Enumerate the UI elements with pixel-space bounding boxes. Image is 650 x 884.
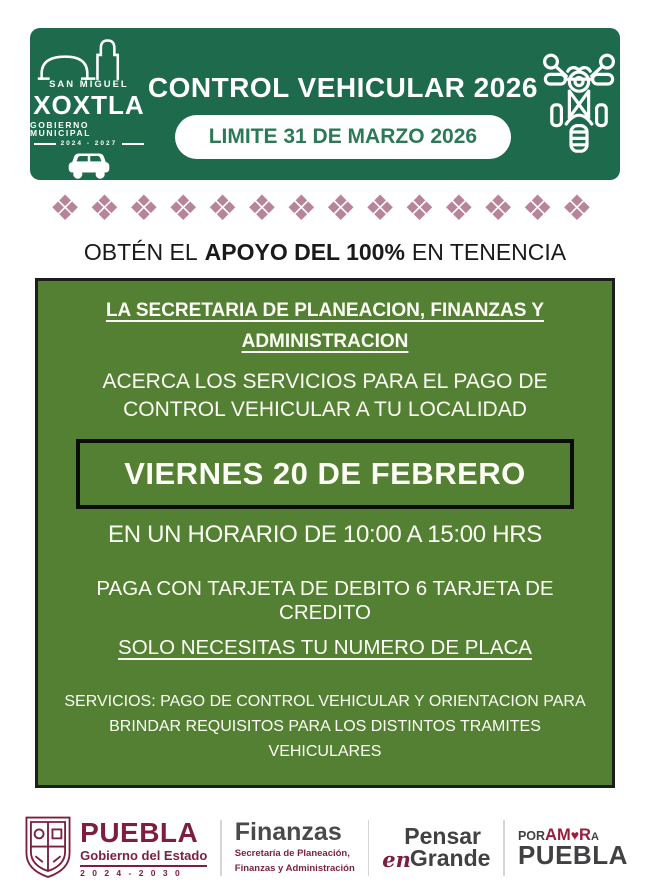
motorcycle-icon — [539, 48, 619, 160]
plate-requirement-text: SOLO NECESITAS TU NUMERO DE PLACA — [118, 636, 532, 660]
limit-pill: LIMITE 31 DE MARZO 2026 — [175, 115, 511, 159]
pensar-logo-grande: Grande — [409, 844, 491, 871]
pensar-logo-line2 — [382, 844, 491, 872]
puebla-state-logo — [22, 812, 207, 884]
puebla-logo-text — [80, 816, 208, 878]
amor-logo-r: R — [579, 825, 591, 844]
pensar-logo-en: en — [382, 846, 411, 872]
finanzas-logo-sub2: Finanzas y Administración — [234, 863, 355, 875]
car-icon — [46, 151, 132, 180]
amor-logo-am: AM — [545, 825, 571, 844]
tenencia-prefix: OBTÉN EL — [83, 239, 198, 265]
emblem-name: XOXTLA — [33, 89, 145, 120]
event-date-box: VIERNES 20 DE FEBRERO — [76, 439, 574, 509]
por-amor-a-puebla-logo — [517, 825, 628, 871]
payment-text: PAGA CON TARJETA DE DEBITO 6 TARJETA DE CREDITO — [96, 577, 554, 625]
secretaria-heading-line2: ADMINISTRACION — [241, 331, 409, 353]
puebla-logo-sub: Gobierno del Estado — [80, 847, 208, 863]
footer-divider — [503, 820, 505, 876]
emblem-sub-label: GOBIERNO MUNICIPAL — [30, 119, 91, 138]
tenencia-suffix: EN TENENCIA — [411, 239, 567, 265]
finanzas-logo — [234, 817, 355, 876]
secretaria-heading-line1: LA SECRETARIA DE PLANEACION, FINANZAS Y — [105, 300, 545, 321]
schedule-text: EN UN HORARIO DE 10:00 A 15:00 HRS — [108, 521, 542, 549]
tenencia-headline — [0, 239, 650, 266]
services-text: SERVICIOS: PAGO DE CONTROL VEHICULAR Y ORIENTACION PARA BRINDAR REQUISITOS PARA LOS DISTINTOS TRAMITES VEHICULARES — [64, 693, 586, 760]
puebla-coat-of-arms-icon — [22, 812, 74, 884]
emblem-top-label: SAN MIGUEL — [49, 79, 129, 90]
footer-divider — [368, 820, 370, 876]
banner-left — [30, 28, 148, 180]
banner-right — [538, 28, 620, 180]
footer-divider — [220, 820, 222, 876]
flyer — [0, 28, 650, 878]
banner-center — [148, 28, 538, 180]
header-banner — [30, 28, 620, 180]
secretaria-heading — [58, 295, 592, 358]
church-silhouette-icon — [37, 38, 141, 82]
tenencia-bold: APOYO DEL 100% — [204, 239, 405, 265]
pensar-logo-line1: Pensar — [404, 822, 481, 849]
acerca-text: ACERCA LOS SERVICIOS PARA EL PAGO DE CONTROL VEHICULAR A TU LOCALIDAD — [102, 369, 548, 422]
amor-logo-line1 — [517, 825, 628, 844]
footer-logos — [0, 812, 650, 884]
pensar-en-grande-logo — [382, 822, 491, 872]
amor-logo-puebla: PUEBLA — [517, 840, 628, 871]
banner-title: CONTROL VEHICULAR 2026 — [147, 71, 538, 103]
info-box — [35, 278, 615, 788]
xoxtla-municipal-emblem — [30, 38, 148, 147]
amor-logo-a: A — [590, 830, 599, 843]
puebla-logo-name: PUEBLA — [80, 816, 199, 848]
emblem-years: 2024 - 2027 — [34, 141, 145, 148]
amor-logo-por: POR — [517, 828, 546, 843]
decorative-pattern-border: ❖❖❖❖❖❖❖❖❖❖❖❖❖❖ — [49, 189, 601, 228]
heart-icon: ♥ — [570, 826, 580, 843]
finanzas-logo-sub1: Secretaría de Planeación, — [234, 847, 350, 859]
puebla-logo-years: 2 0 2 4 - 2 0 3 0 — [80, 865, 207, 878]
finanzas-logo-name: Finanzas — [234, 817, 342, 846]
